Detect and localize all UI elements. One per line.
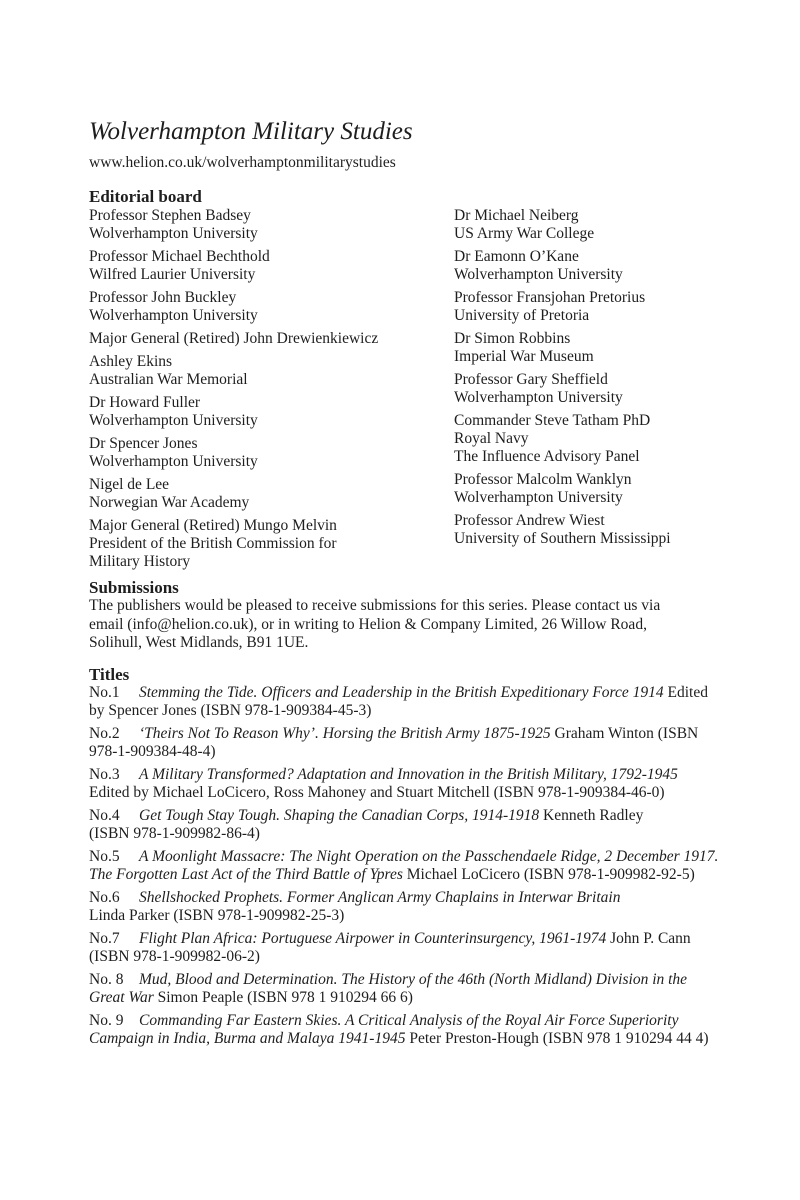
book-title: A Military Transformed? Adaptation and Innovation in the British Military, 1792-1945 (139, 766, 678, 783)
board-member-name: Professor Malcolm Wanklyn (454, 471, 632, 488)
series-title: Wolverhampton Military Studies (89, 118, 413, 145)
series-page (89, 0, 719, 1200)
board-member-name: Ashley Ekins (89, 353, 173, 370)
board-member-affiliation: Royal Navy (454, 430, 529, 447)
title-entry-line-1 (89, 889, 714, 907)
board-member-name: Professor Stephen Badsey (89, 207, 251, 224)
title-number: No.4 (89, 807, 120, 824)
title-entry-line-1 (89, 848, 719, 866)
book-details: Edited (663, 684, 708, 701)
board-member-affiliation: Wilfred Laurier University (89, 266, 256, 283)
title-number: No. 9 (89, 1012, 124, 1029)
book-title: Get Tough Stay Tough. Shaping the Canadian Corps, 1914-1918 (139, 807, 540, 824)
submissions-line: The publishers would be pleased to receive submissions for this series. Please contact us via (89, 597, 661, 614)
board-member (454, 207, 724, 243)
board-member-affiliation: University of Southern Mississippi (454, 530, 671, 547)
board-member (454, 330, 724, 366)
board-member-name: Major General (Retired) Mungo Melvin (89, 517, 337, 534)
board-member-name: Professor Gary Sheffield (454, 371, 608, 388)
board-member-name: Professor Michael Bechthold (89, 248, 270, 265)
title-entry-line-1 (89, 766, 714, 784)
book-title: A Moonlight Massacre: The Night Operation on the Passchendaele Ridge, 2 December 1917. (139, 848, 719, 865)
book-title: Campaign in India, Burma and Malaya 1941-1945 (89, 1030, 406, 1047)
title-number: No. 8 (89, 971, 124, 988)
book-title: Stemming the Tide. Officers and Leadership in the British Expeditionary Force 1914 (139, 684, 664, 701)
title-entry-line-1 (89, 971, 714, 989)
board-member (89, 476, 429, 512)
title-number: No.5 (89, 848, 120, 865)
board-member-name: Professor Fransjohan Pretorius (454, 289, 646, 306)
board-member-affiliation: Australian War Memorial (89, 371, 248, 388)
title-entry (89, 971, 714, 1007)
board-member (89, 517, 429, 571)
board-member-affiliation: University of Pretoria (454, 307, 590, 324)
title-entry-line-2 (89, 948, 714, 966)
board-member-name: Dr Eamonn O’Kane (454, 248, 579, 265)
board-member-affiliation: US Army War College (454, 225, 595, 242)
book-title: Mud, Blood and Determination. The History of the 46th (North Midland) Division in the (139, 971, 688, 988)
board-member-name: Dr Simon Robbins (454, 330, 571, 347)
board-member (89, 353, 429, 389)
board-member-affiliation: President of the British Commission for (89, 535, 337, 552)
title-entry-line-1 (89, 725, 714, 743)
board-member-affiliation: Norwegian War Academy (89, 494, 250, 511)
book-title: Great War (89, 989, 154, 1006)
title-number: No.6 (89, 889, 120, 906)
board-member-affiliation: Wolverhampton University (89, 412, 258, 429)
title-entry (89, 848, 719, 884)
board-member (454, 248, 724, 284)
title-entry (89, 766, 714, 802)
book-title: Flight Plan Africa: Portuguese Airpower in Counterinsurgency, 1961-1974 (139, 930, 607, 947)
book-details: by Spencer Jones (ISBN 978-1-909384-45-3) (89, 702, 372, 719)
title-entry (89, 684, 714, 720)
book-title: The Forgotten Last Act of the Third Battle of Ypres (89, 866, 403, 883)
book-title: Commanding Far Eastern Skies. A Critical Analysis of the Royal Air Force Superiority (139, 1012, 679, 1029)
editorial-board-heading: Editorial board (89, 187, 202, 206)
book-details: Linda Parker (ISBN 978-1-909982-25-3) (89, 907, 345, 924)
board-member (89, 207, 429, 243)
title-number: No.3 (89, 766, 120, 783)
title-entry (89, 1012, 714, 1048)
board-member (454, 289, 724, 325)
board-member-name: Dr Michael Neiberg (454, 207, 579, 224)
board-member-name: Dr Spencer Jones (89, 435, 198, 452)
board-member-affiliation: Military History (89, 553, 191, 570)
titles-list (89, 684, 719, 1053)
title-entry (89, 807, 714, 843)
title-entry-line-2 (89, 866, 714, 884)
book-title: Shellshocked Prophets. Former Anglican Army Chaplains in Interwar Britain (139, 889, 621, 906)
title-entry-line-2 (89, 702, 714, 720)
board-member-affiliation: Wolverhampton University (89, 225, 258, 242)
board-member-name: Nigel de Lee (89, 476, 170, 493)
title-entry-line-2 (89, 743, 714, 761)
editorial-board-left-column (89, 207, 429, 576)
book-details: Graham Winton (ISBN (550, 725, 699, 742)
title-entry-line-1 (89, 930, 714, 948)
submissions-heading: Submissions (89, 578, 179, 597)
board-member (89, 435, 429, 471)
title-entry (89, 725, 714, 761)
board-member-affiliation: The Influence Advisory Panel (454, 448, 640, 465)
title-entry-line-2 (89, 907, 714, 925)
title-number: No.2 (89, 725, 120, 742)
board-member (89, 394, 429, 430)
book-details: Simon Peaple (ISBN 978 1 910294 66 6) (153, 989, 413, 1006)
book-details: Edited by Michael LoCicero, Ross Mahoney and Stuart Mitchell (ISBN 978-1-909384-46-0) (89, 784, 665, 801)
board-member (89, 289, 429, 325)
titles-heading: Titles (89, 665, 130, 684)
book-details: Michael LoCicero (ISBN 978-1-909982-92-5) (402, 866, 695, 883)
title-entry-line-1 (89, 1012, 714, 1030)
board-member-affiliation: Imperial War Museum (454, 348, 594, 365)
title-entry-line-2 (89, 825, 714, 843)
series-url: www.helion.co.uk/wolverhamptonmilitarystudies (89, 154, 396, 171)
editorial-board-right-column (454, 207, 724, 553)
board-member (454, 471, 724, 507)
board-member-name: Major General (Retired) John Drewienkiewicz (89, 330, 379, 347)
board-member (454, 512, 724, 548)
book-details: Peter Preston-Hough (ISBN 978 1 910294 44 4) (405, 1030, 709, 1047)
board-member-affiliation: Wolverhampton University (454, 266, 623, 283)
board-member (454, 412, 724, 466)
title-entry-line-1 (89, 807, 714, 825)
title-entry-line-2 (89, 1030, 714, 1048)
submissions-text (89, 597, 709, 653)
submissions-line: email (info@helion.co.uk), or in writing to Helion & Company Limited, 26 Willow Road, (89, 615, 647, 633)
board-member-affiliation: Wolverhampton University (89, 453, 258, 470)
title-entry (89, 889, 714, 925)
book-details: 978-1-909384-48-4) (89, 743, 216, 760)
title-entry (89, 930, 714, 966)
title-entry-line-1 (89, 684, 714, 702)
board-member-name: Professor Andrew Wiest (454, 512, 605, 529)
board-member (454, 371, 724, 407)
book-details: John P. Cann (606, 930, 691, 947)
board-member-affiliation: Wolverhampton University (454, 389, 623, 406)
board-member-affiliation: Wolverhampton University (89, 307, 258, 324)
board-member-affiliation: Wolverhampton University (454, 489, 623, 506)
board-member-name: Dr Howard Fuller (89, 394, 201, 411)
title-number: No.7 (89, 930, 120, 947)
book-details: (ISBN 978-1-909982-06-2) (89, 948, 260, 965)
board-member-name: Commander Steve Tatham PhD (454, 412, 651, 429)
board-member (89, 248, 429, 284)
board-member (89, 330, 429, 348)
title-number: No.1 (89, 684, 120, 701)
book-title: ‘Theirs Not To Reason Why’. Horsing the British Army 1875-1925 (139, 725, 551, 742)
book-details: Kenneth Radley (539, 807, 644, 824)
title-entry-line-2 (89, 784, 714, 802)
board-member-name: Professor John Buckley (89, 289, 237, 306)
submissions-line: Solihull, West Midlands, B91 1UE. (89, 634, 309, 651)
book-details: (ISBN 978-1-909982-86-4) (89, 825, 260, 842)
title-entry-line-2 (89, 989, 714, 1007)
